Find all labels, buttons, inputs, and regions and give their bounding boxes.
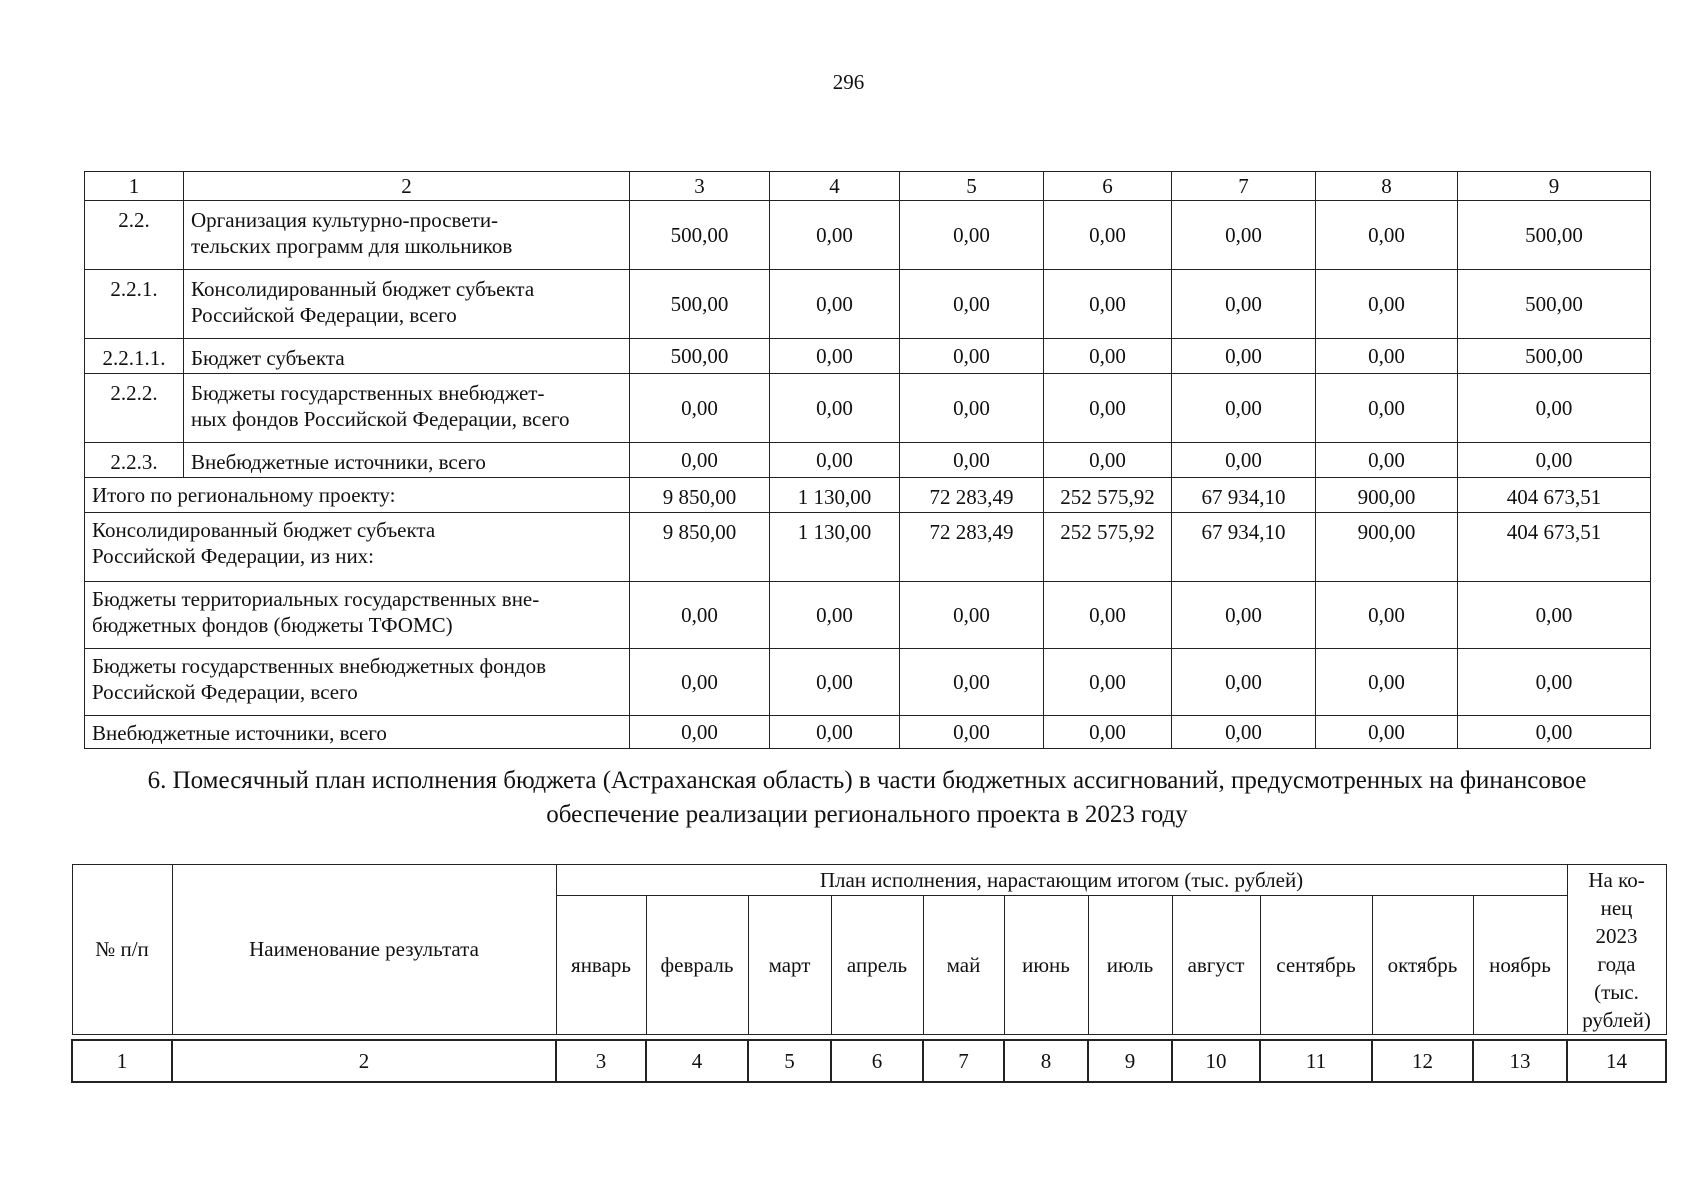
index-cell: 6 [831, 1040, 923, 1082]
row-value: 0,00 [900, 443, 1044, 478]
total-value: 0,00 [770, 649, 900, 716]
column-number-row [85, 172, 1651, 201]
total-value: 0,00 [1458, 649, 1651, 716]
total-value: 0,00 [900, 582, 1044, 649]
index-cell: 4 [646, 1040, 748, 1082]
total-value: 9 850,00 [630, 513, 770, 582]
total-value: 1 130,00 [770, 513, 900, 582]
total-row [85, 582, 1651, 649]
total-row [85, 478, 1651, 513]
total-value: 252 575,92 [1044, 513, 1172, 582]
month-header: октябрь [1372, 896, 1473, 1035]
month-header: май [923, 896, 1004, 1035]
month-header: июнь [1004, 896, 1088, 1035]
row-value: 0,00 [1458, 443, 1651, 478]
column-number-cell: 3 [630, 172, 770, 201]
column-number-cell: 7 [1172, 172, 1316, 201]
header-year-end-text: На ко- нец 2023 года (тыс. рублей) [1582, 867, 1651, 1032]
row-code: 2.2.1.1. [85, 339, 184, 374]
row-value: 0,00 [770, 374, 900, 443]
column-number-cell: 5 [900, 172, 1044, 201]
total-value: 0,00 [1458, 716, 1651, 749]
total-value: 0,00 [770, 716, 900, 749]
total-value: 9 850,00 [630, 478, 770, 513]
month-header: март [748, 896, 831, 1035]
table-row [85, 374, 1651, 443]
row-value: 0,00 [900, 339, 1044, 374]
row-value: 0,00 [900, 201, 1044, 270]
header-result-name: Наименование результата [172, 865, 556, 1035]
row-name: Бюджет субъекта [184, 339, 630, 374]
index-cell: 12 [1372, 1040, 1473, 1082]
total-label: Бюджеты государственных внебюджетных фондов Российской Федерации, всего [85, 649, 630, 716]
row-value: 0,00 [1044, 270, 1172, 339]
total-value: 0,00 [630, 649, 770, 716]
row-value: 500,00 [1458, 201, 1651, 270]
row-value: 0,00 [900, 270, 1044, 339]
total-value: 404 673,51 [1458, 513, 1651, 582]
index-cell: 11 [1260, 1040, 1372, 1082]
total-value: 0,00 [1172, 649, 1316, 716]
page-number: 296 [832, 70, 865, 94]
total-value: 1 130,00 [770, 478, 900, 513]
index-cell: 14 [1567, 1040, 1666, 1082]
total-value: 0,00 [1172, 582, 1316, 649]
index-cell: 1 [72, 1040, 172, 1082]
row-value: 0,00 [1044, 374, 1172, 443]
row-value: 0,00 [770, 339, 900, 374]
row-name: Бюджеты государственных внебюджет- ных фондов Российской Федерации, всего [184, 374, 630, 443]
total-value: 900,00 [1316, 513, 1458, 582]
row-code: 2.2.1. [85, 270, 184, 339]
row-value: 0,00 [770, 201, 900, 270]
total-value: 0,00 [1044, 582, 1172, 649]
month-header: июль [1088, 896, 1172, 1035]
total-value: 67 934,10 [1172, 478, 1316, 513]
total-value: 67 934,10 [1172, 513, 1316, 582]
row-value: 0,00 [1172, 374, 1316, 443]
financing-table [84, 171, 1651, 749]
row-value: 0,00 [630, 374, 770, 443]
monthly-plan-table [71, 864, 1667, 1083]
row-code: 2.2. [85, 201, 184, 270]
row-value: 500,00 [630, 201, 770, 270]
row-value: 0,00 [1316, 374, 1458, 443]
total-label: Бюджеты территориальных государственных вне- бюджетных фондов (бюджеты ТФОМС) [85, 582, 630, 649]
total-value: 0,00 [1316, 649, 1458, 716]
row-name: Внебюджетные источники, всего [184, 443, 630, 478]
row-value: 0,00 [770, 270, 900, 339]
table-row [85, 339, 1651, 374]
index-cell: 9 [1088, 1040, 1172, 1082]
total-label: Итого по региональному проекту: [85, 478, 630, 513]
total-value: 900,00 [1316, 478, 1458, 513]
total-value: 0,00 [1316, 582, 1458, 649]
month-header: ноябрь [1473, 896, 1567, 1035]
total-value: 404 673,51 [1458, 478, 1651, 513]
total-value: 0,00 [1316, 716, 1458, 749]
row-code: 2.2.3. [85, 443, 184, 478]
table-row [85, 201, 1651, 270]
header-year-end [1567, 865, 1666, 1035]
column-number-cell: 1 [85, 172, 184, 201]
row-value: 0,00 [1316, 270, 1458, 339]
index-cell: 5 [748, 1040, 831, 1082]
row-value: 0,00 [1172, 270, 1316, 339]
column-number-cell: 2 [184, 172, 630, 201]
total-row [85, 513, 1651, 582]
index-cell: 2 [172, 1040, 556, 1082]
header-plan: План исполнения, нарастающим итогом (тыс. рублей) [556, 865, 1567, 896]
row-value: 0,00 [630, 443, 770, 478]
row-value: 0,00 [770, 443, 900, 478]
column-number-cell: 8 [1316, 172, 1458, 201]
index-cell: 8 [1004, 1040, 1088, 1082]
row-value: 0,00 [1316, 339, 1458, 374]
row-value: 500,00 [630, 270, 770, 339]
row-value: 500,00 [630, 339, 770, 374]
total-value: 0,00 [900, 716, 1044, 749]
total-value: 252 575,92 [1044, 478, 1172, 513]
row-value: 0,00 [1044, 443, 1172, 478]
column-number-cell: 4 [770, 172, 900, 201]
row-code: 2.2.2. [85, 374, 184, 443]
row-value: 0,00 [1316, 443, 1458, 478]
total-value: 0,00 [1458, 582, 1651, 649]
total-label: Консолидированный бюджет субъекта Российской Федерации, из них: [85, 513, 630, 582]
total-value: 0,00 [1044, 649, 1172, 716]
total-row [85, 649, 1651, 716]
index-cell: 7 [923, 1040, 1004, 1082]
month-header: сентябрь [1260, 896, 1372, 1035]
row-value: 500,00 [1458, 339, 1651, 374]
month-header: апрель [831, 896, 923, 1035]
row-value: 0,00 [1172, 443, 1316, 478]
row-value: 0,00 [1172, 339, 1316, 374]
table-row [85, 270, 1651, 339]
total-value: 0,00 [630, 716, 770, 749]
total-value: 0,00 [1172, 716, 1316, 749]
row-value: 0,00 [1458, 374, 1651, 443]
total-label: Внебюджетные источники, всего [85, 716, 630, 749]
row-name: Организация культурно-просвети- тельских программ для школьников [184, 201, 630, 270]
row-value: 0,00 [1316, 201, 1458, 270]
row-value: 0,00 [1172, 201, 1316, 270]
row-value: 0,00 [1044, 201, 1172, 270]
month-header: январь [556, 896, 646, 1035]
total-value: 0,00 [900, 649, 1044, 716]
table-row [85, 443, 1651, 478]
row-name: Консолидированный бюджет субъекта Российской Федерации, всего [184, 270, 630, 339]
index-cell: 13 [1473, 1040, 1567, 1082]
index-cell: 3 [556, 1040, 646, 1082]
month-header: февраль [646, 896, 748, 1035]
section-title: 6. Помесячный план исполнения бюджета (Астраханская область) в части бюджетных ассигнований, предусмотренных на финансовое обеспечение реализации регионального проекта в 2023 году [147, 767, 1587, 828]
column-number-cell: 9 [1458, 172, 1651, 201]
row-value: 500,00 [1458, 270, 1651, 339]
month-header: август [1172, 896, 1260, 1035]
total-value: 0,00 [630, 582, 770, 649]
column-number-cell: 6 [1044, 172, 1172, 201]
total-value: 72 283,49 [900, 478, 1044, 513]
index-cell: 10 [1172, 1040, 1260, 1082]
total-row [85, 716, 1651, 749]
total-value: 72 283,49 [900, 513, 1044, 582]
row-value: 0,00 [900, 374, 1044, 443]
row-value: 0,00 [1044, 339, 1172, 374]
total-value: 0,00 [770, 582, 900, 649]
header-number: № п/п [72, 865, 172, 1035]
total-value: 0,00 [1044, 716, 1172, 749]
